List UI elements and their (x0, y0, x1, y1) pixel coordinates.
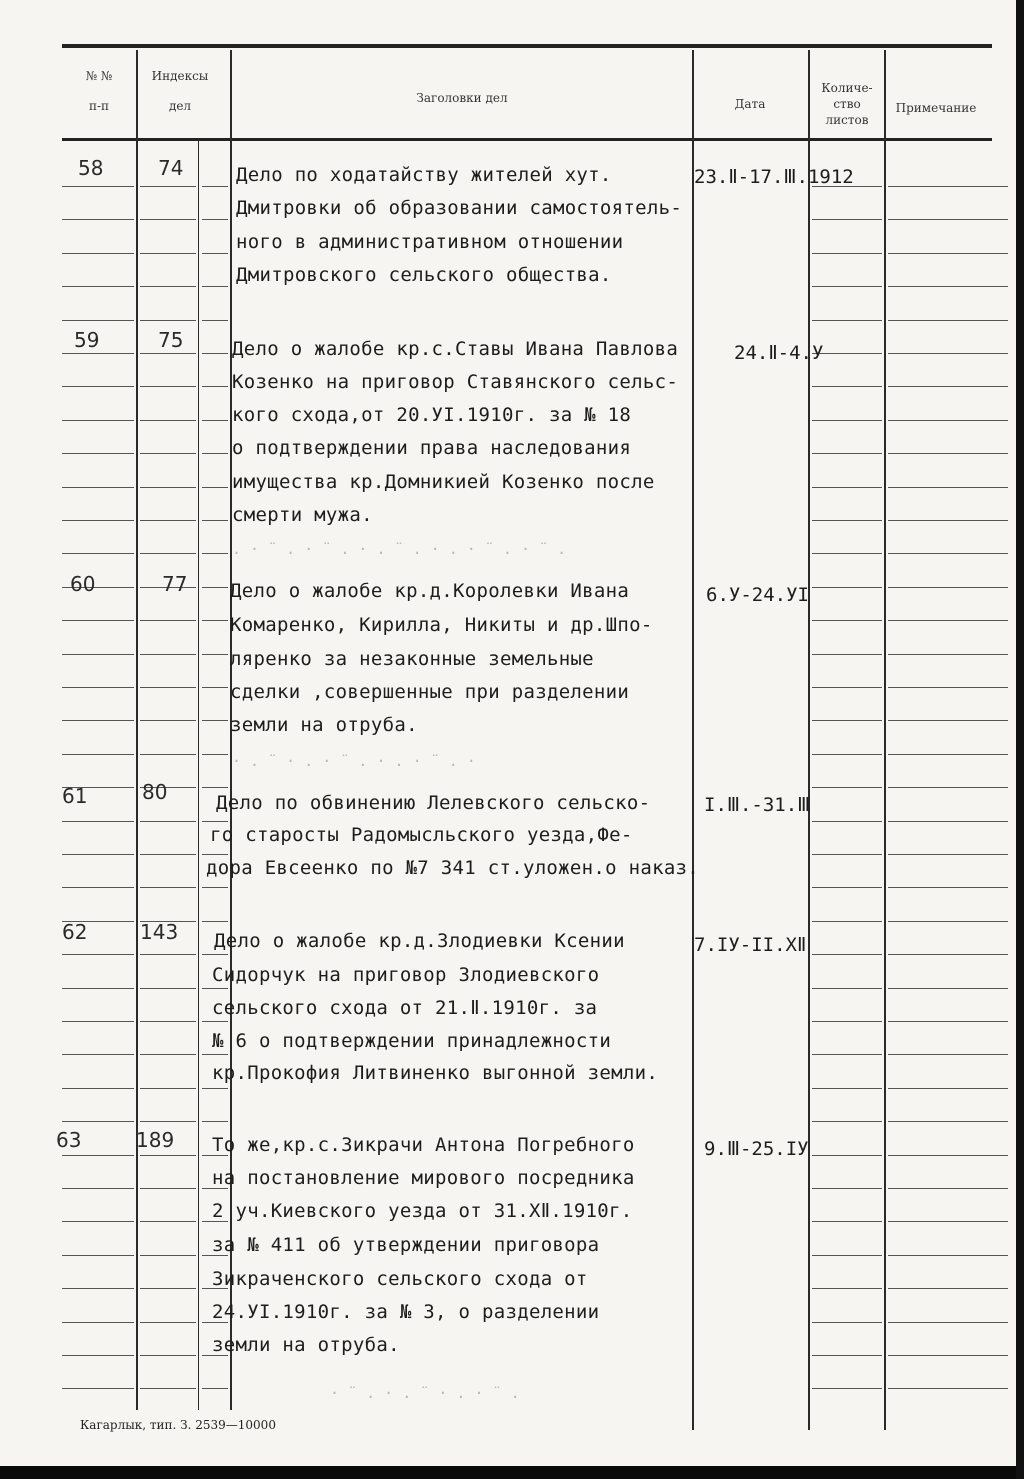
ledger-dash (140, 353, 196, 354)
ledger-dash (888, 687, 1008, 688)
record-number: 59 (74, 328, 100, 352)
ledger-dash (202, 520, 228, 521)
record-title-line: сельского схода от 21.Ⅱ.1910г. за (212, 997, 598, 1019)
ledger-dash (202, 754, 228, 755)
ledger-dash (812, 253, 882, 254)
header-note: Примечание (895, 101, 977, 115)
ledger-dash (140, 420, 196, 421)
ledger-dash (812, 1221, 882, 1222)
header-index: Индексы дел (151, 69, 209, 113)
record-title-line: № 6 о подтверждении принадлежности (212, 1030, 612, 1052)
record-index: 189 (136, 1128, 175, 1152)
ledger-dash (812, 1155, 882, 1156)
ledger-dash (140, 386, 196, 387)
ledger-dash (888, 887, 1008, 888)
ledger-dash (888, 921, 1008, 922)
ledger-dash (888, 954, 1008, 955)
record-number: 61 (62, 784, 88, 808)
ledger-dash (140, 821, 196, 822)
ledger-dash (202, 821, 228, 822)
ledger-dash (812, 720, 882, 721)
record-title-line: Дело о жалобе кр.д.Злодиевки Ксении (214, 930, 625, 952)
ledger-dash (812, 887, 882, 888)
record-date: 9.Ⅲ-25.IУ (704, 1138, 809, 1160)
ledger-dash (62, 1355, 134, 1356)
ledger-dash (202, 253, 228, 254)
ledger-dash (140, 1355, 196, 1356)
ledger-dash (202, 553, 228, 554)
ledger-dash (888, 1388, 1008, 1389)
ledger-dash (812, 320, 882, 321)
ledger-dash (888, 754, 1008, 755)
ledger-dash (888, 1155, 1008, 1156)
ledger-dash (888, 1355, 1008, 1356)
ledger-dash (202, 921, 228, 922)
ledger-dash (888, 1054, 1008, 1055)
ledger-dash (888, 587, 1008, 588)
ledger-dash (202, 186, 228, 187)
ledger-dash (62, 1388, 134, 1389)
ledger-dash (812, 1288, 882, 1289)
ledger-dash (888, 1021, 1008, 1022)
record-index: 80 (142, 780, 168, 804)
ledger-dash (888, 1221, 1008, 1222)
record-number: 63 (56, 1128, 82, 1152)
bleed-through-marks: . · ¨ . · ¨ . · . ¨ . · . · ¨ . · ¨ . (232, 540, 567, 558)
ledger-dash (62, 654, 134, 655)
ledger-dash (202, 219, 228, 220)
ledger-dash (62, 620, 134, 621)
record-number: 60 (70, 572, 96, 596)
ledger-dash (888, 353, 1008, 354)
bleed-through-marks: · ¨ . · . ¨ · . · ¨ . (330, 1384, 520, 1402)
ledger-dash (812, 854, 882, 855)
ledger-dash (888, 520, 1008, 521)
ledger-dash (140, 854, 196, 855)
ledger-dash (62, 453, 134, 454)
ledger-dash (888, 487, 1008, 488)
ledger-dash (140, 1255, 196, 1256)
ledger-dash (812, 1054, 882, 1055)
ledger-dash (62, 1188, 134, 1189)
ledger-dash (140, 453, 196, 454)
record-date: 6.У-24.УI (706, 584, 809, 606)
ledger-dash (140, 1155, 196, 1156)
column-divider (136, 50, 138, 1410)
ledger-dash (202, 286, 228, 287)
ledger-dash (812, 921, 882, 922)
ledger-dash (812, 654, 882, 655)
ledger-dash (888, 821, 1008, 822)
ledger-dash (812, 821, 882, 822)
record-title-line: имущества кр.Домникией Козенко после (232, 471, 655, 493)
ledger-dash (888, 1088, 1008, 1089)
printer-footer: Кагарлык, тип. З. 2539—10000 (80, 1418, 276, 1432)
record-title-line: 24.УI.1910г. за № 3, о разделении (212, 1301, 600, 1323)
record-title-line: ляренко за незаконные земельные (230, 648, 594, 670)
ledger-dash (140, 1388, 196, 1389)
record-title-line: го старосты Радомысльского уезда,Фе- (210, 824, 633, 846)
record-title-line: кого схода,от 20.УI.1910г. за № 18 (232, 404, 632, 426)
ledger-dash (888, 988, 1008, 989)
ledger-dash (812, 386, 882, 387)
ledger-dash (202, 587, 228, 588)
ledger-dash (202, 687, 228, 688)
ledger-dash (812, 553, 882, 554)
ledger-dash (140, 286, 196, 287)
ledger-dash (888, 1188, 1008, 1189)
ledger-dash (812, 787, 882, 788)
record-title-line: То же,кр.с.Зикрачи Антона Погребного (212, 1134, 635, 1156)
ledger-dash (202, 854, 228, 855)
bleed-through-marks: · . ¨ · . · ¨ . · . · ¨ . · (232, 752, 476, 770)
ledger-dash (888, 219, 1008, 220)
ledger-dash (202, 787, 228, 788)
ledger-dash (62, 1288, 134, 1289)
record-title-line: Дело по обвинению Лелевского сельско- (216, 792, 651, 814)
ledger-dash (140, 1322, 196, 1323)
ledger-dash (812, 754, 882, 755)
ledger-dash (140, 1188, 196, 1189)
record-date: 24.Ⅱ-4.У (734, 342, 824, 364)
ledger-dash (888, 620, 1008, 621)
ledger-dash (888, 186, 1008, 187)
ledger-dash (140, 620, 196, 621)
ledger-dash (202, 353, 228, 354)
ledger-dash (62, 1155, 134, 1156)
record-title-line: Дмитровки об образовании самостоятель- (236, 197, 683, 219)
header-title: Заголовки дел (416, 91, 508, 105)
record-title-line: 2 уч.Киевского уезда от 31.ХⅡ.1910г. (212, 1200, 633, 1222)
ledger-dash (140, 954, 196, 955)
ledger-dash (62, 754, 134, 755)
ledger-dash (812, 420, 882, 421)
ledger-dash (140, 1121, 196, 1122)
ledger-dash (140, 1054, 196, 1055)
ledger-dash (62, 1221, 134, 1222)
ledger-dash (888, 1255, 1008, 1256)
ledger-dash (888, 386, 1008, 387)
record-title-line: дора Евсеенко по №7 341 ст.уложен.о наказ. (206, 857, 700, 879)
column-divider (692, 50, 694, 1430)
ledger-dash (888, 654, 1008, 655)
record-date: I.Ⅲ.-31.Ⅲ (704, 794, 811, 816)
ledger-dash (812, 587, 882, 588)
ledger-dash (812, 1121, 882, 1122)
ledger-dash (62, 1021, 134, 1022)
ledger-dash (62, 988, 134, 989)
ledger-dash (140, 219, 196, 220)
ledger-dash (62, 954, 134, 955)
record-title-line: сделки ,совершенные при разделении (230, 681, 630, 703)
record-title-line: Комаренко, Кирилла, Никиты и др.Шпо- (230, 614, 653, 636)
ledger-dash (202, 320, 228, 321)
record-title-line: Сидорчук на приговор Злодиевского (212, 964, 600, 986)
ledger-dash (812, 954, 882, 955)
ledger-dash (888, 1322, 1008, 1323)
ledger-dash (140, 687, 196, 688)
ledger-dash (62, 821, 134, 822)
header-rule (62, 138, 992, 141)
ledger-dash (202, 1021, 228, 1022)
record-title-line: Дмитровского сельского общества. (236, 264, 612, 286)
ledger-dash (888, 1288, 1008, 1289)
record-index: 74 (158, 156, 184, 180)
ledger-dash (888, 854, 1008, 855)
record-index: 143 (140, 920, 179, 944)
ledger-dash (202, 654, 228, 655)
ledger-dash (62, 720, 134, 721)
ledger-dash (140, 487, 196, 488)
ledger-dash (202, 453, 228, 454)
ledger-dash (140, 887, 196, 888)
record-number: 58 (78, 156, 104, 180)
ledger-dash (140, 520, 196, 521)
ledger-dash (888, 453, 1008, 454)
ledger-dash (140, 253, 196, 254)
header-count: Количе- ство листов (821, 81, 873, 127)
ledger-dash (202, 1388, 228, 1389)
record-title-line: за № 411 об утверждении приговора (212, 1234, 600, 1256)
record-title-line: Козенко на приговор Ставянского сельс- (232, 371, 679, 393)
ledger-dash (812, 219, 882, 220)
ledger-dash (812, 487, 882, 488)
ledger-dash (62, 887, 134, 888)
ledger-dash (812, 1388, 882, 1389)
header-date: Дата (734, 97, 766, 111)
ledger-dash (812, 1355, 882, 1356)
ledger-dash (812, 687, 882, 688)
record-title-line: о подтверждении права наследования (232, 437, 632, 459)
ledger-dash (812, 286, 882, 287)
column-divider (884, 50, 886, 1430)
ledger-dash (62, 320, 134, 321)
ledger-dash (812, 1322, 882, 1323)
ledger-dash (62, 353, 134, 354)
ledger-dash (202, 620, 228, 621)
ledger-dash (140, 754, 196, 755)
ledger-dash (202, 954, 228, 955)
scan-border-bottom (0, 1466, 1024, 1479)
ledger-dash (888, 286, 1008, 287)
ledger-dash (62, 687, 134, 688)
column-divider (808, 50, 810, 1430)
ledger-dash (62, 420, 134, 421)
ledger-dash (62, 520, 134, 521)
ledger-dash (202, 386, 228, 387)
ledger-dash (62, 219, 134, 220)
ledger-dash (62, 1322, 134, 1323)
ledger-dash (140, 1021, 196, 1022)
ledger-dash (202, 988, 228, 989)
ledger-dash (62, 854, 134, 855)
ledger-dash (888, 253, 1008, 254)
ledger-dash (202, 720, 228, 721)
record-index: 75 (158, 328, 184, 352)
header-nn: № № п-п (85, 69, 113, 113)
ledger-dash (140, 186, 196, 187)
record-title-line: Зикраченского сельского схода от (212, 1268, 588, 1290)
ledger-dash (62, 1255, 134, 1256)
record-title-line: Дело по ходатайству жителей хут. (236, 164, 612, 186)
record-title-line: Дело о жалобе кр.с.Ставы Ивана Павлова (232, 338, 679, 360)
ledger-dash (812, 1088, 882, 1089)
ledger-dash (888, 787, 1008, 788)
ledger-dash (202, 1088, 228, 1089)
record-title-line: земли на отруба. (212, 1334, 400, 1356)
ledger-dash (140, 1288, 196, 1289)
ledger-dash (140, 720, 196, 721)
ledger-dash (888, 420, 1008, 421)
record-title-line: земли на отруба. (230, 714, 418, 736)
ledger-dash (888, 553, 1008, 554)
ledger-dash (202, 420, 228, 421)
ledger-dash (140, 553, 196, 554)
ledger-dash (140, 988, 196, 989)
ledger-dash (62, 1121, 134, 1122)
ledger-dash (812, 1188, 882, 1189)
ledger-dash (202, 887, 228, 888)
ledger-dash (62, 253, 134, 254)
ledger-dash (62, 1054, 134, 1055)
ledger-dash (812, 1255, 882, 1256)
ledger-dash (888, 1121, 1008, 1122)
ledger-dash (812, 453, 882, 454)
record-title-line: ного в административном отношении (236, 231, 624, 253)
column-divider (198, 140, 199, 1410)
ledger-dash (140, 1088, 196, 1089)
ledger-dash (202, 487, 228, 488)
ledger-dash (888, 720, 1008, 721)
ledger-dash (140, 654, 196, 655)
record-title-line: на постановление мирового посредника (212, 1167, 635, 1189)
ledger-dash (140, 320, 196, 321)
scan-border-right (1016, 0, 1024, 1479)
ledger-dash (812, 520, 882, 521)
record-title-line: кр.Прокофия Литвиненко выгонной земли. (212, 1062, 659, 1084)
record-index: 77 (162, 572, 188, 596)
ledger-dash (62, 386, 134, 387)
record-title-line: смерти мужа. (232, 504, 373, 526)
ledger-dash (62, 553, 134, 554)
ledger-dash (62, 286, 134, 287)
record-date: 23.Ⅱ-17.Ⅲ.1912 (694, 166, 854, 188)
ledger-dash (812, 1021, 882, 1022)
ledger-dash (812, 988, 882, 989)
top-rule (62, 44, 992, 48)
ledger-dash (62, 1088, 134, 1089)
ledger-dash (888, 320, 1008, 321)
ledger-dash (202, 1121, 228, 1122)
record-date: 7.IУ-II.ХⅡ (694, 934, 807, 956)
record-number: 62 (62, 920, 88, 944)
record-title-line: Дело о жалобе кр.д.Королевки Ивана (230, 580, 630, 602)
ledger-dash (62, 186, 134, 187)
ledger-dash (812, 620, 882, 621)
ledger-dash (202, 1054, 228, 1055)
ledger-dash (140, 1221, 196, 1222)
ledger-dash (62, 487, 134, 488)
